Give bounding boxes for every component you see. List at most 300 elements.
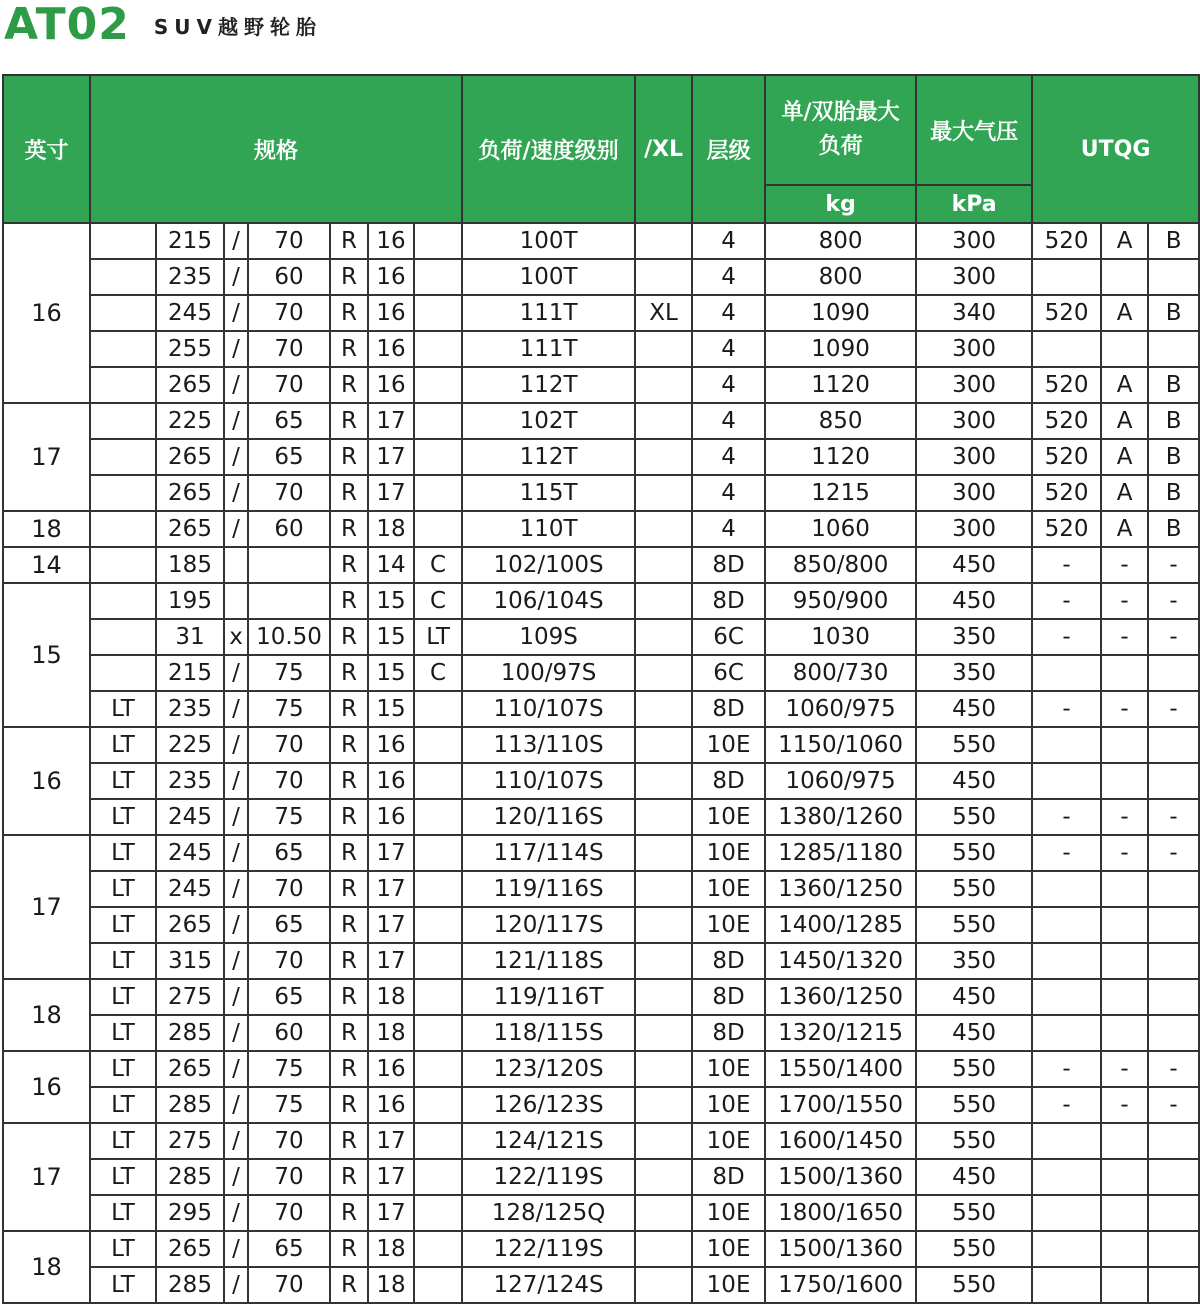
type-prefix-cell <box>90 295 156 331</box>
utqg-temperature-cell: B <box>1148 403 1199 439</box>
ply-rating-cell: 10E <box>692 1087 765 1123</box>
load-speed-index-cell: 100/97S <box>462 655 635 691</box>
max-pressure-cell: 450 <box>916 583 1032 619</box>
max-pressure-cell: 450 <box>916 691 1032 727</box>
utqg-traction-cell: - <box>1101 691 1148 727</box>
max-load-cell: 1360/1250 <box>765 871 916 907</box>
rim-size-cell: 17 <box>3 403 90 511</box>
utqg-treadwear-cell: 520 <box>1032 439 1101 475</box>
utqg-treadwear-cell: 520 <box>1032 511 1101 547</box>
col-load-speed: 负荷/速度级别 <box>462 75 635 223</box>
utqg-treadwear-cell: - <box>1032 583 1101 619</box>
construction-cell: R <box>330 475 368 511</box>
rim-diameter-cell: 17 <box>368 439 414 475</box>
type-prefix-cell: LT <box>90 1015 156 1051</box>
ply-rating-cell: 10E <box>692 1051 765 1087</box>
rim-size-cell: 16 <box>3 1051 90 1123</box>
service-suffix-cell <box>414 475 462 511</box>
service-suffix-cell <box>414 1231 462 1267</box>
utqg-temperature-cell: - <box>1148 1051 1199 1087</box>
type-prefix-cell: LT <box>90 943 156 979</box>
utqg-temperature-cell <box>1148 1231 1199 1267</box>
utqg-traction-cell <box>1101 727 1148 763</box>
utqg-temperature-cell <box>1148 1159 1199 1195</box>
type-prefix-cell: LT <box>90 871 156 907</box>
xl-mark-cell <box>635 1195 692 1231</box>
rim-diameter-cell: 17 <box>368 835 414 871</box>
table-row <box>3 331 1199 367</box>
section-width-cell: 225 <box>156 403 224 439</box>
utqg-temperature-cell <box>1148 763 1199 799</box>
max-load-cell: 1060 <box>765 511 916 547</box>
max-load-cell: 1215 <box>765 475 916 511</box>
aspect-ratio-cell: 70 <box>248 1267 330 1303</box>
page-title <box>4 0 322 50</box>
aspect-ratio-cell: 70 <box>248 871 330 907</box>
table-row <box>3 475 1199 511</box>
section-width-cell: 285 <box>156 1087 224 1123</box>
max-pressure-cell: 300 <box>916 439 1032 475</box>
service-suffix-cell <box>414 223 462 259</box>
type-prefix-cell: LT <box>90 1231 156 1267</box>
rim-diameter-cell: 16 <box>368 799 414 835</box>
service-suffix-cell <box>414 727 462 763</box>
xl-mark-cell <box>635 223 692 259</box>
type-prefix-cell <box>90 259 156 295</box>
utqg-traction-cell: - <box>1101 835 1148 871</box>
load-speed-index-cell: 112T <box>462 439 635 475</box>
utqg-treadwear-cell <box>1032 1267 1101 1303</box>
construction-cell: R <box>330 439 368 475</box>
xl-mark-cell <box>635 871 692 907</box>
rim-diameter-cell: 17 <box>368 1123 414 1159</box>
load-speed-index-cell: 110/107S <box>462 691 635 727</box>
aspect-ratio-cell: 70 <box>248 295 330 331</box>
table-row <box>3 619 1199 655</box>
table-row <box>3 1195 1199 1231</box>
construction-cell: R <box>330 907 368 943</box>
type-prefix-cell <box>90 439 156 475</box>
table-row <box>3 583 1199 619</box>
table-row <box>3 511 1199 547</box>
service-suffix-cell: C <box>414 655 462 691</box>
table-row <box>3 691 1199 727</box>
separator-cell: / <box>224 259 248 295</box>
ply-rating-cell: 8D <box>692 691 765 727</box>
section-width-cell: 245 <box>156 835 224 871</box>
aspect-ratio-cell: 70 <box>248 1123 330 1159</box>
rim-size-cell: 18 <box>3 979 90 1051</box>
type-prefix-cell: LT <box>90 799 156 835</box>
service-suffix-cell <box>414 943 462 979</box>
construction-cell: R <box>330 295 368 331</box>
service-suffix-cell <box>414 1159 462 1195</box>
construction-cell: R <box>330 1015 368 1051</box>
service-suffix-cell <box>414 511 462 547</box>
load-speed-index-cell: 124/121S <box>462 1123 635 1159</box>
utqg-temperature-cell <box>1148 259 1199 295</box>
rim-diameter-cell: 18 <box>368 1015 414 1051</box>
xl-mark-cell <box>635 583 692 619</box>
table-row <box>3 1231 1199 1267</box>
max-load-cell: 1380/1260 <box>765 799 916 835</box>
max-load-cell: 1320/1215 <box>765 1015 916 1051</box>
rim-diameter-cell: 18 <box>368 1231 414 1267</box>
xl-mark-cell <box>635 907 692 943</box>
separator-cell: / <box>224 367 248 403</box>
max-pressure-cell: 300 <box>916 331 1032 367</box>
aspect-ratio-cell: 70 <box>248 1159 330 1195</box>
utqg-treadwear-cell: - <box>1032 1051 1101 1087</box>
construction-cell: R <box>330 799 368 835</box>
max-load-cell: 1600/1450 <box>765 1123 916 1159</box>
rim-size-cell: 18 <box>3 1231 90 1303</box>
max-pressure-cell: 300 <box>916 223 1032 259</box>
rim-diameter-cell: 16 <box>368 223 414 259</box>
service-suffix-cell <box>414 1195 462 1231</box>
max-pressure-cell: 550 <box>916 1231 1032 1267</box>
ply-rating-cell: 4 <box>692 367 765 403</box>
utqg-treadwear-cell: - <box>1032 799 1101 835</box>
unit-kpa: kPa <box>916 185 1032 223</box>
aspect-ratio-cell: 70 <box>248 727 330 763</box>
utqg-treadwear-cell <box>1032 1159 1101 1195</box>
rim-diameter-cell: 16 <box>368 763 414 799</box>
aspect-ratio-cell: 60 <box>248 1015 330 1051</box>
product-subtitle: SUV越野轮胎 <box>153 14 323 39</box>
aspect-ratio-cell: 65 <box>248 403 330 439</box>
service-suffix-cell <box>414 979 462 1015</box>
max-pressure-cell: 550 <box>916 727 1032 763</box>
section-width-cell: 265 <box>156 511 224 547</box>
service-suffix-cell <box>414 1087 462 1123</box>
max-load-cell: 800/730 <box>765 655 916 691</box>
ply-rating-cell: 8D <box>692 763 765 799</box>
separator-cell: / <box>224 835 248 871</box>
separator-cell: / <box>224 439 248 475</box>
xl-mark-cell <box>635 691 692 727</box>
max-pressure-cell: 550 <box>916 799 1032 835</box>
aspect-ratio-cell: 70 <box>248 1195 330 1231</box>
construction-cell: R <box>330 871 368 907</box>
separator-cell: / <box>224 475 248 511</box>
max-load-cell: 1360/1250 <box>765 979 916 1015</box>
construction-cell: R <box>330 367 368 403</box>
xl-mark-cell <box>635 619 692 655</box>
utqg-traction-cell <box>1101 1015 1148 1051</box>
type-prefix-cell: LT <box>90 1123 156 1159</box>
ply-rating-cell: 8D <box>692 1159 765 1195</box>
load-speed-index-cell: 100T <box>462 259 635 295</box>
rim-diameter-cell: 15 <box>368 691 414 727</box>
table-body <box>3 223 1199 1303</box>
construction-cell: R <box>330 835 368 871</box>
xl-mark-cell <box>635 1123 692 1159</box>
construction-cell: R <box>330 1051 368 1087</box>
col-xl: /XL <box>635 75 692 223</box>
utqg-traction-cell: A <box>1101 367 1148 403</box>
separator-cell: / <box>224 691 248 727</box>
aspect-ratio-cell: 65 <box>248 979 330 1015</box>
table-row <box>3 367 1199 403</box>
type-prefix-cell <box>90 511 156 547</box>
rim-diameter-cell: 16 <box>368 1087 414 1123</box>
utqg-temperature-cell <box>1148 907 1199 943</box>
utqg-treadwear-cell <box>1032 1123 1101 1159</box>
table-row <box>3 943 1199 979</box>
xl-mark-cell <box>635 403 692 439</box>
ply-rating-cell: 4 <box>692 223 765 259</box>
max-pressure-cell: 550 <box>916 835 1032 871</box>
construction-cell: R <box>330 1195 368 1231</box>
separator-cell: / <box>224 1015 248 1051</box>
section-width-cell: 285 <box>156 1267 224 1303</box>
ply-rating-cell: 10E <box>692 1267 765 1303</box>
separator-cell: / <box>224 1087 248 1123</box>
utqg-temperature-cell <box>1148 1123 1199 1159</box>
construction-cell: R <box>330 655 368 691</box>
separator-cell: / <box>224 1159 248 1195</box>
service-suffix-cell <box>414 295 462 331</box>
max-pressure-cell: 550 <box>916 1123 1032 1159</box>
load-speed-index-cell: 123/120S <box>462 1051 635 1087</box>
col-spec: 规格 <box>90 75 462 223</box>
load-speed-index-cell: 111T <box>462 331 635 367</box>
section-width-cell: 295 <box>156 1195 224 1231</box>
service-suffix-cell <box>414 1267 462 1303</box>
table-row <box>3 1015 1199 1051</box>
ply-rating-cell: 10E <box>692 871 765 907</box>
type-prefix-cell: LT <box>90 835 156 871</box>
max-pressure-cell: 550 <box>916 1087 1032 1123</box>
max-pressure-cell: 350 <box>916 943 1032 979</box>
col-ply: 层级 <box>692 75 765 223</box>
utqg-traction-cell: - <box>1101 547 1148 583</box>
service-suffix-cell <box>414 835 462 871</box>
type-prefix-cell: LT <box>90 691 156 727</box>
max-pressure-cell: 550 <box>916 907 1032 943</box>
utqg-temperature-cell <box>1148 1267 1199 1303</box>
aspect-ratio-cell: 70 <box>248 763 330 799</box>
service-suffix-cell <box>414 1123 462 1159</box>
separator-cell: / <box>224 907 248 943</box>
utqg-treadwear-cell <box>1032 871 1101 907</box>
max-pressure-cell: 350 <box>916 655 1032 691</box>
utqg-treadwear-cell <box>1032 979 1101 1015</box>
construction-cell: R <box>330 979 368 1015</box>
section-width-cell: 275 <box>156 979 224 1015</box>
utqg-temperature-cell: - <box>1148 619 1199 655</box>
max-load-cell: 1400/1285 <box>765 907 916 943</box>
service-suffix-cell: LT <box>414 619 462 655</box>
load-speed-index-cell: 118/115S <box>462 1015 635 1051</box>
utqg-temperature-cell <box>1148 1195 1199 1231</box>
ply-rating-cell: 8D <box>692 583 765 619</box>
type-prefix-cell <box>90 655 156 691</box>
rim-size-cell: 17 <box>3 1123 90 1231</box>
service-suffix-cell <box>414 331 462 367</box>
max-pressure-cell: 350 <box>916 619 1032 655</box>
table-row <box>3 223 1199 259</box>
type-prefix-cell: LT <box>90 763 156 799</box>
table-row <box>3 547 1199 583</box>
rim-diameter-cell: 17 <box>368 943 414 979</box>
construction-cell: R <box>330 1231 368 1267</box>
max-pressure-cell: 450 <box>916 979 1032 1015</box>
rim-diameter-cell: 15 <box>368 619 414 655</box>
utqg-treadwear-cell: - <box>1032 619 1101 655</box>
load-speed-index-cell: 102/100S <box>462 547 635 583</box>
rim-size-cell: 15 <box>3 583 90 727</box>
rim-diameter-cell: 17 <box>368 871 414 907</box>
utqg-treadwear-cell: 520 <box>1032 367 1101 403</box>
aspect-ratio-cell <box>248 583 330 619</box>
utqg-temperature-cell: B <box>1148 511 1199 547</box>
aspect-ratio-cell: 75 <box>248 799 330 835</box>
section-width-cell: 265 <box>156 475 224 511</box>
separator-cell: / <box>224 1231 248 1267</box>
separator-cell: / <box>224 943 248 979</box>
utqg-temperature-cell: - <box>1148 835 1199 871</box>
table-row <box>3 727 1199 763</box>
aspect-ratio-cell: 60 <box>248 259 330 295</box>
section-width-cell: 275 <box>156 1123 224 1159</box>
xl-mark-cell <box>635 979 692 1015</box>
type-prefix-cell <box>90 331 156 367</box>
service-suffix-cell <box>414 439 462 475</box>
utqg-traction-cell <box>1101 1267 1148 1303</box>
service-suffix-cell <box>414 763 462 799</box>
table-row <box>3 763 1199 799</box>
load-speed-index-cell: 110/107S <box>462 763 635 799</box>
max-pressure-cell: 300 <box>916 259 1032 295</box>
rim-diameter-cell: 16 <box>368 1051 414 1087</box>
xl-mark-cell <box>635 1087 692 1123</box>
utqg-treadwear-cell <box>1032 1015 1101 1051</box>
xl-mark-cell <box>635 943 692 979</box>
max-load-cell: 1750/1600 <box>765 1267 916 1303</box>
section-width-cell: 245 <box>156 871 224 907</box>
utqg-traction-cell: A <box>1101 511 1148 547</box>
separator-cell: / <box>224 1123 248 1159</box>
aspect-ratio-cell: 65 <box>248 907 330 943</box>
xl-mark-cell <box>635 547 692 583</box>
max-pressure-cell: 300 <box>916 475 1032 511</box>
rim-size-cell: 17 <box>3 835 90 979</box>
xl-mark-cell <box>635 1267 692 1303</box>
aspect-ratio-cell <box>248 547 330 583</box>
rim-diameter-cell: 18 <box>368 979 414 1015</box>
section-width-cell: 235 <box>156 259 224 295</box>
separator-cell: / <box>224 655 248 691</box>
type-prefix-cell <box>90 367 156 403</box>
utqg-temperature-cell <box>1148 979 1199 1015</box>
xl-mark-cell <box>635 1231 692 1267</box>
xl-mark-cell <box>635 1015 692 1051</box>
type-prefix-cell <box>90 547 156 583</box>
type-prefix-cell <box>90 583 156 619</box>
aspect-ratio-cell: 75 <box>248 655 330 691</box>
max-load-cell: 1090 <box>765 331 916 367</box>
rim-diameter-cell: 17 <box>368 475 414 511</box>
utqg-traction-cell <box>1101 871 1148 907</box>
ply-rating-cell: 6C <box>692 655 765 691</box>
xl-mark-cell <box>635 1159 692 1195</box>
utqg-traction-cell <box>1101 763 1148 799</box>
utqg-treadwear-cell <box>1032 727 1101 763</box>
utqg-traction-cell: - <box>1101 799 1148 835</box>
xl-mark-cell <box>635 655 692 691</box>
table-header <box>3 75 1199 223</box>
utqg-temperature-cell <box>1148 727 1199 763</box>
utqg-traction-cell <box>1101 655 1148 691</box>
ply-rating-cell: 10E <box>692 1123 765 1159</box>
ply-rating-cell: 4 <box>692 331 765 367</box>
max-load-cell: 1450/1320 <box>765 943 916 979</box>
max-load-cell: 1030 <box>765 619 916 655</box>
load-speed-index-cell: 115T <box>462 475 635 511</box>
section-width-cell: 255 <box>156 331 224 367</box>
max-load-cell: 850/800 <box>765 547 916 583</box>
section-width-cell: 235 <box>156 691 224 727</box>
col-max-pressure: 最大气压 <box>916 75 1032 185</box>
rim-diameter-cell: 16 <box>368 727 414 763</box>
max-load-cell: 1800/1650 <box>765 1195 916 1231</box>
construction-cell: R <box>330 547 368 583</box>
section-width-cell: 285 <box>156 1015 224 1051</box>
utqg-traction-cell: A <box>1101 439 1148 475</box>
utqg-temperature-cell: - <box>1148 799 1199 835</box>
rim-diameter-cell: 16 <box>368 331 414 367</box>
load-speed-index-cell: 126/123S <box>462 1087 635 1123</box>
max-load-cell: 800 <box>765 223 916 259</box>
type-prefix-cell: LT <box>90 1267 156 1303</box>
construction-cell: R <box>330 1159 368 1195</box>
table-row <box>3 979 1199 1015</box>
rim-diameter-cell: 16 <box>368 259 414 295</box>
ply-rating-cell: 10E <box>692 799 765 835</box>
utqg-traction-cell <box>1101 979 1148 1015</box>
rim-size-cell: 16 <box>3 223 90 403</box>
utqg-temperature-cell: - <box>1148 547 1199 583</box>
table-row <box>3 1159 1199 1195</box>
separator-cell: / <box>224 1195 248 1231</box>
utqg-temperature-cell <box>1148 871 1199 907</box>
utqg-temperature-cell: B <box>1148 367 1199 403</box>
utqg-traction-cell <box>1101 943 1148 979</box>
utqg-temperature-cell: B <box>1148 223 1199 259</box>
utqg-treadwear-cell <box>1032 1231 1101 1267</box>
type-prefix-cell <box>90 619 156 655</box>
utqg-traction-cell <box>1101 1123 1148 1159</box>
utqg-temperature-cell: B <box>1148 295 1199 331</box>
construction-cell: R <box>330 1267 368 1303</box>
table-row <box>3 439 1199 475</box>
aspect-ratio-cell: 10.50 <box>248 619 330 655</box>
utqg-treadwear-cell <box>1032 907 1101 943</box>
section-width-cell: 31 <box>156 619 224 655</box>
separator-cell <box>224 547 248 583</box>
construction-cell: R <box>330 511 368 547</box>
rim-diameter-cell: 17 <box>368 1195 414 1231</box>
aspect-ratio-cell: 70 <box>248 223 330 259</box>
type-prefix-cell: LT <box>90 1051 156 1087</box>
ply-rating-cell: 10E <box>692 907 765 943</box>
separator-cell: / <box>224 403 248 439</box>
xl-mark-cell <box>635 727 692 763</box>
construction-cell: R <box>330 259 368 295</box>
section-width-cell: 185 <box>156 547 224 583</box>
